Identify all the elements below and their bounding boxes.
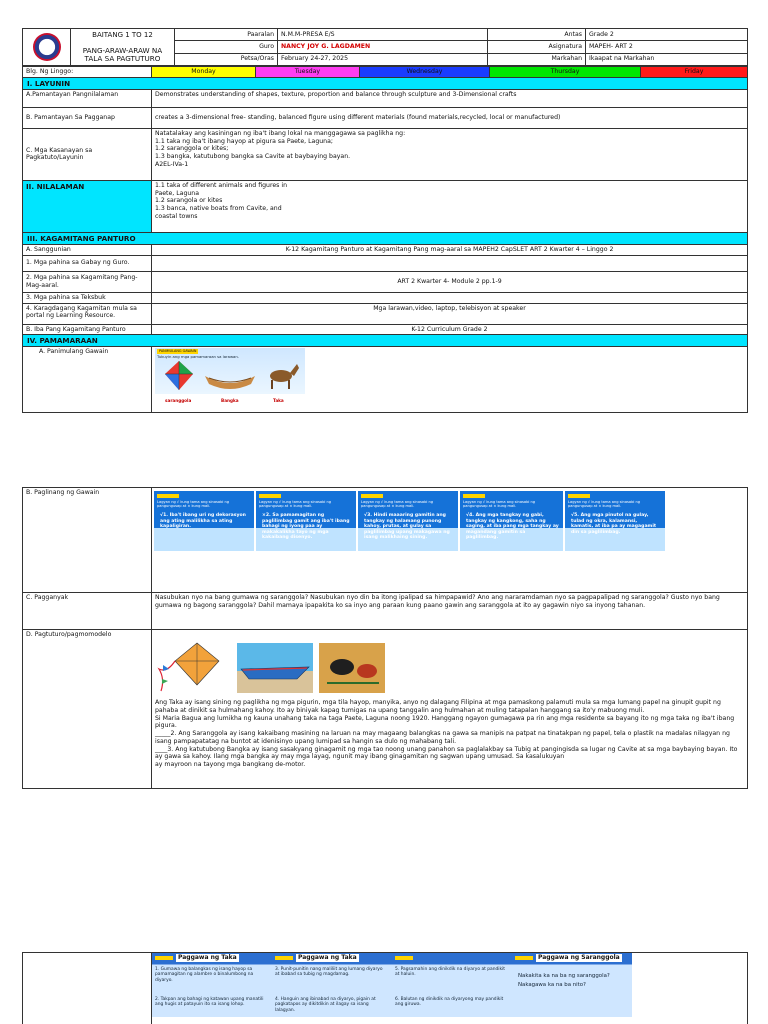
lesson-plan-page-1 bbox=[22, 28, 747, 413]
kagamitan-mag-aaral-value: ART 2 Kwarter 4- Module 2 pp.1-9 bbox=[152, 271, 748, 292]
page3-slides bbox=[152, 953, 747, 1017]
caption-taka: Taka bbox=[273, 398, 284, 404]
taka-drawing bbox=[319, 643, 385, 693]
slide-instruction: Lagyan ng √ kung tama ang sinasabi ng pangungusap at × kung mali. bbox=[157, 500, 230, 509]
iba-pang-value: K-12 Curriculum Grade 2 bbox=[152, 324, 748, 335]
pagganyak-value: Nasubukan nyo na bang gumawa ng saranggola? Nasubukan nyo din ba itong ipalipad sa himpapawid? Ano ang nararamdaman nyo sa pagpapalipad ng saranggola? Gusto nyo bang gumawa ng bagong saranggola? Dahil mamaya ipapakita ko sa inyo ang paraan kung paano gawin ang saranggola at ito ay gagawin niyo sa inyong tahanan. bbox=[152, 593, 748, 630]
quarter-value: Ikaapat na Markahan bbox=[586, 53, 748, 65]
panimulang-label: A. Panimulang Gawain bbox=[23, 347, 152, 413]
section-pamamaraan: IV. PAMAMARAAN bbox=[23, 335, 748, 347]
subject-label: Asignatura bbox=[488, 41, 586, 53]
grade-range-title: BAITANG 1 TO 12 bbox=[92, 30, 153, 39]
paglinang-slide bbox=[154, 491, 254, 551]
nilalaman-line: 1.2 sarangola or kites bbox=[155, 197, 223, 205]
slide-step: 2. Takpan ang bahagi ng katawan upang manatili ang hugis at patayuin ito sa isang lohop. bbox=[155, 997, 264, 1008]
subject-value: MAPEH- ART 2 bbox=[586, 41, 748, 53]
paglinang-slide bbox=[358, 491, 458, 551]
paggawa-taka-slide-1 bbox=[152, 953, 272, 1017]
slide-instruction: Lagyan ng √ kung tama ang sinasabi ng pangungusap at × kung mali. bbox=[463, 500, 536, 509]
lesson-plan-page-3 bbox=[22, 952, 747, 1024]
lesson-table bbox=[22, 66, 748, 413]
day-thursday: Thursday bbox=[490, 67, 641, 78]
nilalaman-value bbox=[152, 180, 748, 232]
pagtuturo-illustrations bbox=[157, 639, 387, 697]
pagganyak-label: C. Pagganyak bbox=[23, 593, 152, 630]
kagamitan-mag-aaral-label: 2. Mga pahina sa Kagamitang Pang-Mag-aaral. bbox=[23, 271, 152, 292]
nilalaman-line: 1.1 taka of different animals and figures in bbox=[155, 181, 287, 189]
slide-step: 1. Gumawa ng balangkas ng isang hayop sa pamamagitan ng alambre o binalumbong na diyaryo. bbox=[155, 967, 254, 983]
section-layunin: I. LAYUNIN bbox=[23, 77, 748, 89]
pamantayan-pagganap-value: creates a 3-dimensional free- standing, balanced figure using different materials (found materials,recycled, local or manufactured) bbox=[152, 107, 748, 128]
slide-title: Paggawa ng Taka bbox=[298, 954, 357, 961]
kite-illustration bbox=[165, 361, 193, 390]
paglinang-slide bbox=[256, 491, 356, 551]
kasanayan-value bbox=[152, 128, 748, 180]
section-kagamitan: III. KAGAMITANG PANTURO bbox=[23, 232, 748, 244]
panimulang-image bbox=[155, 348, 305, 410]
boat-illustration bbox=[205, 376, 255, 389]
slide-instruction: Lagyan ng √ kung tama ang sinasabi ng pangungusap at × kung mali. bbox=[259, 500, 332, 509]
lesson-plan-page-2 bbox=[22, 487, 747, 789]
school-value: N.M.M-PRESA E/S bbox=[278, 29, 488, 41]
level-value: Grade 2 bbox=[586, 29, 748, 41]
gabay-value bbox=[152, 255, 748, 271]
slide-title: Paggawa ng Taka bbox=[178, 954, 237, 961]
slide-step: 6. Balutan ng dinikdik na diyaryong may pandikit ang giruwa. bbox=[395, 997, 504, 1008]
kasanayan-line: 1.1 taka ng iba't ibang hayop at pigura sa Paete, Laguna; bbox=[155, 137, 333, 145]
day-monday: Monday bbox=[152, 67, 256, 78]
paggawa-taka-slide-2 bbox=[272, 953, 392, 1017]
slide-step: 3. Punit-punitin nang maliliit ang lumang diyaryo at ibabad sa tubig ng magdamag. bbox=[275, 967, 383, 978]
boat-drawing bbox=[237, 643, 313, 693]
page3-slides-cell bbox=[152, 953, 748, 1024]
slide-step: 5. Pagsamahin ang dinikdik na diyaryo at pandikit at haluin. bbox=[395, 967, 506, 978]
slide-statement: √1. Iba't ibang uri ng dekorasyon ang ating malilikha sa ating kapaligiran. bbox=[160, 513, 246, 529]
pagtuturo-paragraph: _____2. Ang Saranggola ay isang kakaibang masining na laruan na may magaang balangkas na gawa sa manipis na patpat na tinatakpan ng papel, tela o plastik na madalas nilagyan ng isang pampapatatag na buntot at idenisinyo upang lumipad sa hangin sa dulo ng mahabang tali. bbox=[155, 730, 730, 745]
date-value: February 24-27, 2025 bbox=[278, 53, 488, 65]
date-label: Petsa/Oras bbox=[175, 53, 278, 65]
caption-saranggola: saranggola bbox=[165, 398, 192, 404]
slide-statement: √3. Hindi maaaring gamitin ang tangkay ng halamang punong kahoy, prutas, at gulay sa paglilimbag upang makagawa ng isang malikhaing sining. bbox=[364, 513, 450, 540]
level-label: Antas bbox=[488, 29, 586, 41]
pagtuturo-paragraph: Ang Taka ay isang sining ng paglikha ng mga pigurin, mga tila hayop, manyika, anyo ng dalagang Filipina at mga pamaskong palamuti mula sa mga lumang papel na ginupit gupit ng pahaba at dinikit sa hulmahang kahoy. Ito ay biniyak kapag tumigas na upang tanggalin ang hulmahan at muling tatapalan hanggang sa ito'y mabuong muli. bbox=[155, 699, 721, 714]
caption-bangka: Bangka bbox=[221, 398, 239, 404]
teksbuk-label: 3. Mga pahina sa Teksbuk bbox=[23, 292, 152, 303]
slide-statement: ×2. Sa pamamagitan ng paglilimbag gamit ang iba't ibang bahagi ng iyong paa ay makakalikha tayo ng mga kakaibang disenyo. bbox=[262, 513, 350, 540]
paglinang-slides bbox=[154, 491, 745, 551]
slide-instruction: Lagyan ng √ kung tama ang sinasabi ng pangungusap at × kung mali. bbox=[568, 500, 641, 509]
nilalaman-line: Paete, Laguna bbox=[155, 189, 200, 197]
iba-pang-label: B. Iba Pang Kagamitang Panturo bbox=[23, 324, 152, 335]
school-label: Paaralan bbox=[175, 29, 278, 41]
panimulang-image-instruction: Tukuyin ang mga pamamaraan sa larawan. bbox=[157, 354, 239, 360]
slide-step: 4. Hanguin ang ibinabad na diyaryo, pigain at pagkatapos ay dikitdikin at ilagay sa isang lalagyan. bbox=[275, 997, 376, 1013]
day-friday: Friday bbox=[641, 67, 748, 78]
deped-seal-cell bbox=[23, 29, 71, 66]
week-number-label: Blg. Ng Linggo: bbox=[23, 67, 152, 78]
taka-horse-illustration bbox=[270, 364, 299, 389]
kasanayan-label: C. Mga Kasanayan sa Pagkatuto/Layunin bbox=[23, 128, 152, 180]
pagtuturo-paragraph: ____3. Ang katutubong Bangka ay isang sasakyang ginagamit ng mga tao noong unang panahon sa paglalakbay sa Tubig at pangingisda sa lugar ng Cavite at sa mga baybaying bayan. Ito ay gawa sa kahoy. Ilang mga bangka ay may mga layag, ngunit may ibang ginagamitan ng sagwan upang umusad. Sa kasalukuyan bbox=[155, 745, 738, 761]
karagdagang-label: 4. Karagdagang Kagamitan mula sa portal ng Learning Resource. bbox=[23, 303, 152, 324]
slide-statement: √5. Ang mga pinutol na gulay, tulad ng okra, kalamansi, kamatis, at iba pa ay magagamit din sa paglilimbag. bbox=[571, 513, 657, 535]
section-nilalaman: II. NILALAMAN bbox=[23, 180, 152, 232]
teksbuk-value bbox=[152, 292, 748, 303]
pagtuturo-paragraph: ay mayroon na tayong mga bangkang de-motor. bbox=[155, 761, 306, 768]
daily-log-title: PANG-ARAW-ARAW NA TALA SA PAGTUTURO bbox=[82, 46, 163, 64]
nilalaman-line: coastal towns bbox=[155, 212, 198, 220]
pagtuturo-paragraph: Si Maria Bagua ang lumikha ng kauna unahang taka na taga Paete, Laguna noong 1920. Hanggang ngayon gumagawa pa rin ang mga residente sa bayang ito ng mga taka ng iba't ibang pigura. bbox=[155, 714, 735, 730]
day-wednesday: Wednesday bbox=[360, 67, 490, 78]
header-table bbox=[22, 28, 748, 66]
paggawa-saranggola-slide bbox=[512, 953, 632, 1017]
kasanayan-code: A2EL-IVa-1 bbox=[155, 160, 189, 168]
day-tuesday: Tuesday bbox=[256, 67, 360, 78]
nilalaman-line: 1.3 banca, native boats from Cavite, and bbox=[155, 205, 282, 212]
quarter-label: Markahan bbox=[488, 53, 586, 65]
slide-question: Nakakita ka na ba ng saranggola? bbox=[518, 973, 610, 979]
teacher-value: NANCY JOY G. LAGDAMEN bbox=[278, 41, 488, 53]
teacher-label: Guro bbox=[175, 41, 278, 53]
deped-seal-logo bbox=[33, 33, 61, 61]
pamantayan-nilalaman-label: A.Pamantayan Pangnilalaman bbox=[23, 89, 152, 107]
kite-drawing bbox=[159, 643, 219, 691]
karagdagang-value: Mga larawan,video, laptop, telebisyon at speaker bbox=[152, 303, 748, 324]
paglinang-content bbox=[152, 488, 748, 593]
pamantayan-pagganap-label: B. Pamantayan Sa Pagganap bbox=[23, 107, 152, 128]
pagtuturo-label: D. Pagtuturo/pagmomodelo bbox=[23, 630, 152, 789]
lesson-table-page-3 bbox=[22, 952, 748, 1024]
paglinang-label: B. Paglinang ng Gawain bbox=[23, 488, 152, 593]
kasanayan-line: 1.2 saranggola or kites; bbox=[155, 145, 229, 153]
lesson-table-continued bbox=[22, 487, 748, 789]
slide-instruction: Lagyan ng √ kung tama ang sinasabi ng pangungusap at × kung mali. bbox=[361, 500, 434, 509]
paglinang-slide bbox=[565, 491, 665, 551]
panimulang-content bbox=[152, 347, 748, 413]
slide-title: Paggawa ng Saranggola bbox=[538, 954, 620, 961]
paglinang-slide bbox=[460, 491, 563, 551]
slide-statement: √4. Ang mga tangkay ng gabi, tangkay ng kangkong, saha ng saging, at iba pang mga tangkay ay magandang gamitin sa paglilimbag. bbox=[466, 513, 559, 540]
header-title-cell bbox=[71, 29, 175, 66]
sanggunian-value: K-12 Kagamitang Panturo at Kagamitang Pang mag-aaral sa MAPEH2 CapSLET ART 2 Kwarter 4 – Linggo 2 bbox=[152, 244, 748, 255]
sanggunian-label: A. Sanggunian bbox=[23, 244, 152, 255]
panimulang-image-header: PANIMULANG GAWAIN bbox=[159, 349, 197, 354]
pamantayan-nilalaman-value: Demonstrates understanding of shapes, texture, proportion and balance through sculpture and 3-Dimensional crafts bbox=[152, 89, 748, 107]
slide-question: Nakagawa ka na ba nito? bbox=[518, 982, 586, 988]
pagtuturo-content bbox=[152, 630, 748, 789]
kasanayan-line: 1.3 bangka, katutubong bangka sa Cavite at baybaying bayan. bbox=[155, 153, 351, 160]
gabay-label: 1. Mga pahina sa Gabay ng Guro. bbox=[23, 255, 152, 271]
kasanayan-line: Natatalakay ang kasiningan ng iba't ibang lokal na manggagawa sa paglikha ng: bbox=[155, 129, 406, 137]
page3-label-cell bbox=[23, 953, 152, 1024]
paggawa-taka-slide-3 bbox=[392, 953, 512, 1017]
